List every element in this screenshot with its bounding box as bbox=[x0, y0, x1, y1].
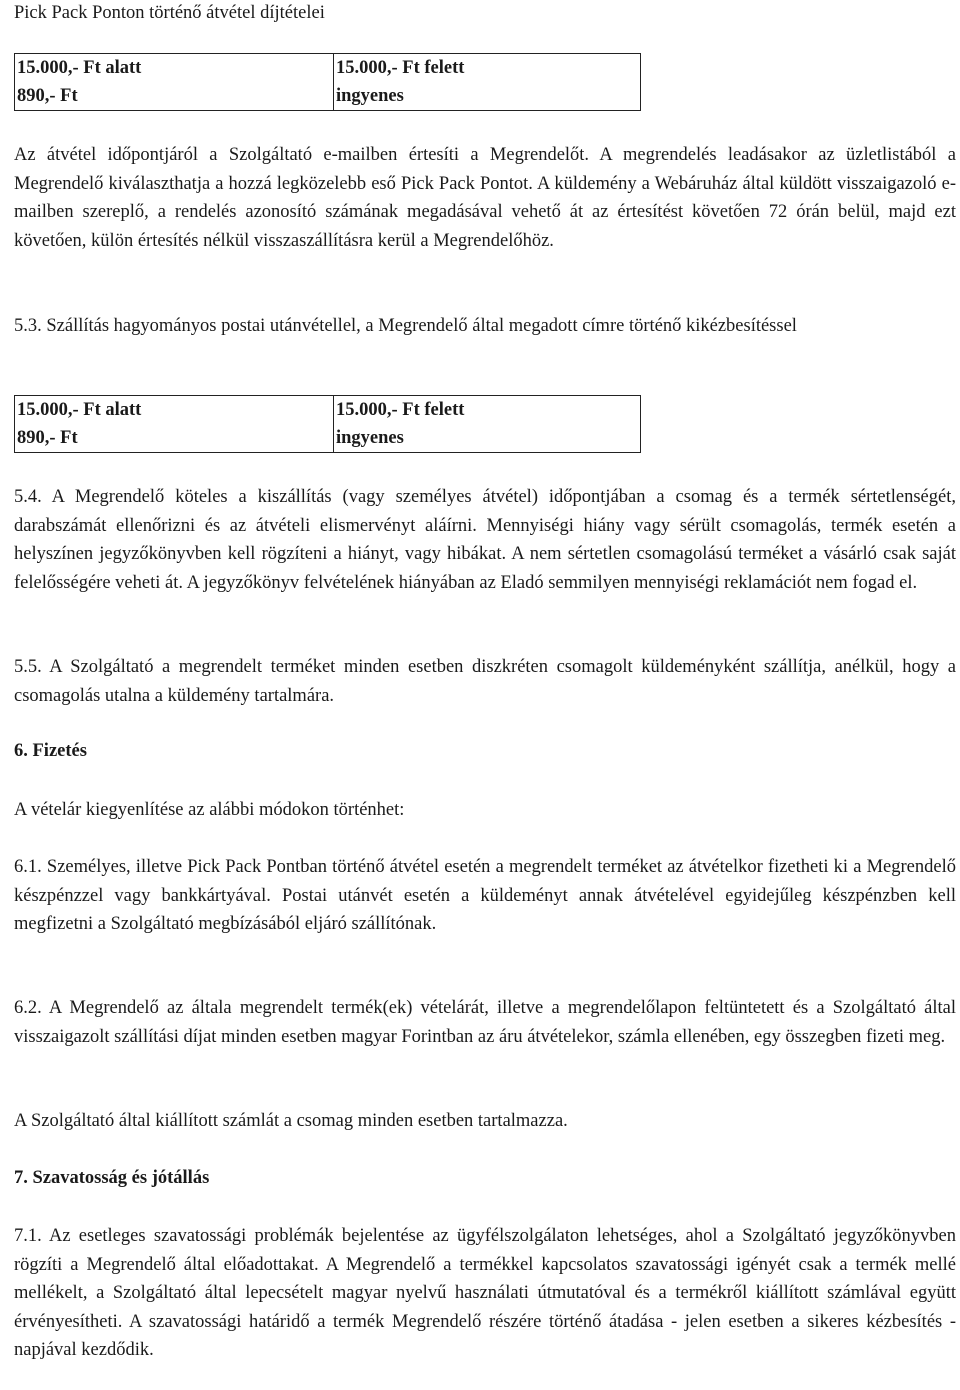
table-row bbox=[15, 82, 641, 111]
fee-header-over: 15.000,- Ft felett bbox=[334, 54, 641, 83]
pickpack-paragraph: Az átvétel időpontjáról a Szolgáltató e-mailben értesíti a Megrendelőt. A megrendelés leadásakor az üzletlistából a Megrendelő kiválaszthatja a hozzá legközelebb eső Pick Pack Pontot. A küldemény a Webáruház által küldött visszaigazoló e-mailben szereplő, a rendelés azonosító számának megadásával vehető át az értesítést követően 72 órán belül, majd ezt követően, külön értesítés nélkül visszaszállításra kerül a Megrendelőhöz. bbox=[14, 145, 956, 251]
section-6-intro: A vételár kiegyenlítése az alábbi módokon történhet: bbox=[14, 800, 405, 820]
section-7-heading: 7. Szavatosság és jótállás bbox=[14, 1168, 210, 1188]
pickpack-fee-table bbox=[14, 53, 641, 111]
postal-fee-table bbox=[14, 395, 641, 453]
fee-header-over: 15.000,- Ft felett bbox=[334, 396, 641, 425]
section-5-3-title: 5.3. Szállítás hagyományos postai utánvétellel, a Megrendelő által megadott címre történő kikézbesítéssel bbox=[14, 316, 797, 336]
section-7-1: 7.1. Az esetleges szavatossági problémák bejelentése az ügyfélszolgálaton lehetséges, ahol a Szolgáltató jegyzőkönyvben rögzíti a Megrendelő által előadottakat. A Megrendelő a termékkel kapcsolatos szavatossági igényét csak a termék mellé mellékelt, a Szolgáltató által lepecsételt magyar nyelvű használati útmutatóval és a termékről kiállított számlával együtt érvényesítheti. A szavatossági határidő a termék Megrendelő részére történő átadása - jelen esetben a sikeres kézbesítés - napjával kezdődik. bbox=[14, 1226, 956, 1361]
fee-value-over: ingyenes bbox=[334, 82, 641, 111]
pickpack-fees-title: Pick Pack Ponton történő átvétel díjtételei bbox=[14, 3, 325, 23]
section-5-5: 5.5. A Szolgáltató a megrendelt terméket minden esetben diszkréten csomagolt küldeményként szállítja, anélkül, hogy a csomagolás utalna a küldemény tartalmára. bbox=[14, 657, 956, 706]
invoice-note: A Szolgáltató által kiállított számlát a csomag minden esetben tartalmazza. bbox=[14, 1111, 568, 1131]
section-6-1: 6.1. Személyes, illetve Pick Pack Pontban történő átvétel esetén a megrendelt terméket az átvételkor fizetheti ki a Megrendelő készpénzzel vagy bankkártyával. Postai utánvét esetén a küldeményt annak átvételével egyidejűleg készpénzben kell megfizetni a Szolgáltató megbízásából eljáró szállítónak. bbox=[14, 857, 956, 935]
table-row bbox=[15, 54, 641, 83]
section-6-heading: 6. Fizetés bbox=[14, 741, 87, 761]
fee-header-under: 15.000,- Ft alatt bbox=[15, 54, 334, 83]
section-6-2: 6.2. A Megrendelő az általa megrendelt termék(ek) vételárát, illetve a megrendelőlapon feltüntetett és a Szolgáltató által visszaigazolt szállítási díjat minden esetben magyar Forintban az áru átvételekor, számla ellenében, egy összegben fizeti meg. bbox=[14, 998, 956, 1047]
fee-header-under: 15.000,- Ft alatt bbox=[15, 396, 334, 425]
fee-value-under: 890,- Ft bbox=[15, 82, 334, 111]
fee-value-under: 890,- Ft bbox=[15, 424, 334, 453]
fee-value-over: ingyenes bbox=[334, 424, 641, 453]
section-5-4: 5.4. A Megrendelő köteles a kiszállítás (vagy személyes átvétel) időpontjában a csomag és a termék sértetlenségét, darabszámát ellenőrizni és az átvételi elismervényt aláírni. Mennyiségi hiány vagy sérült csomagolás, termék esetén a helyszínen jegyzőkönyvben kell rögzíteni a hiányt, vagy hibákat. A nem sértetlen csomagolású terméket a vásárló csak saját felelősségére veheti át. A jegyzőkönyv felvételének hiányában az Eladó semmilyen mennyiségi reklamációt nem fogad el. bbox=[14, 487, 956, 593]
table-row bbox=[15, 424, 641, 453]
table-row bbox=[15, 396, 641, 425]
